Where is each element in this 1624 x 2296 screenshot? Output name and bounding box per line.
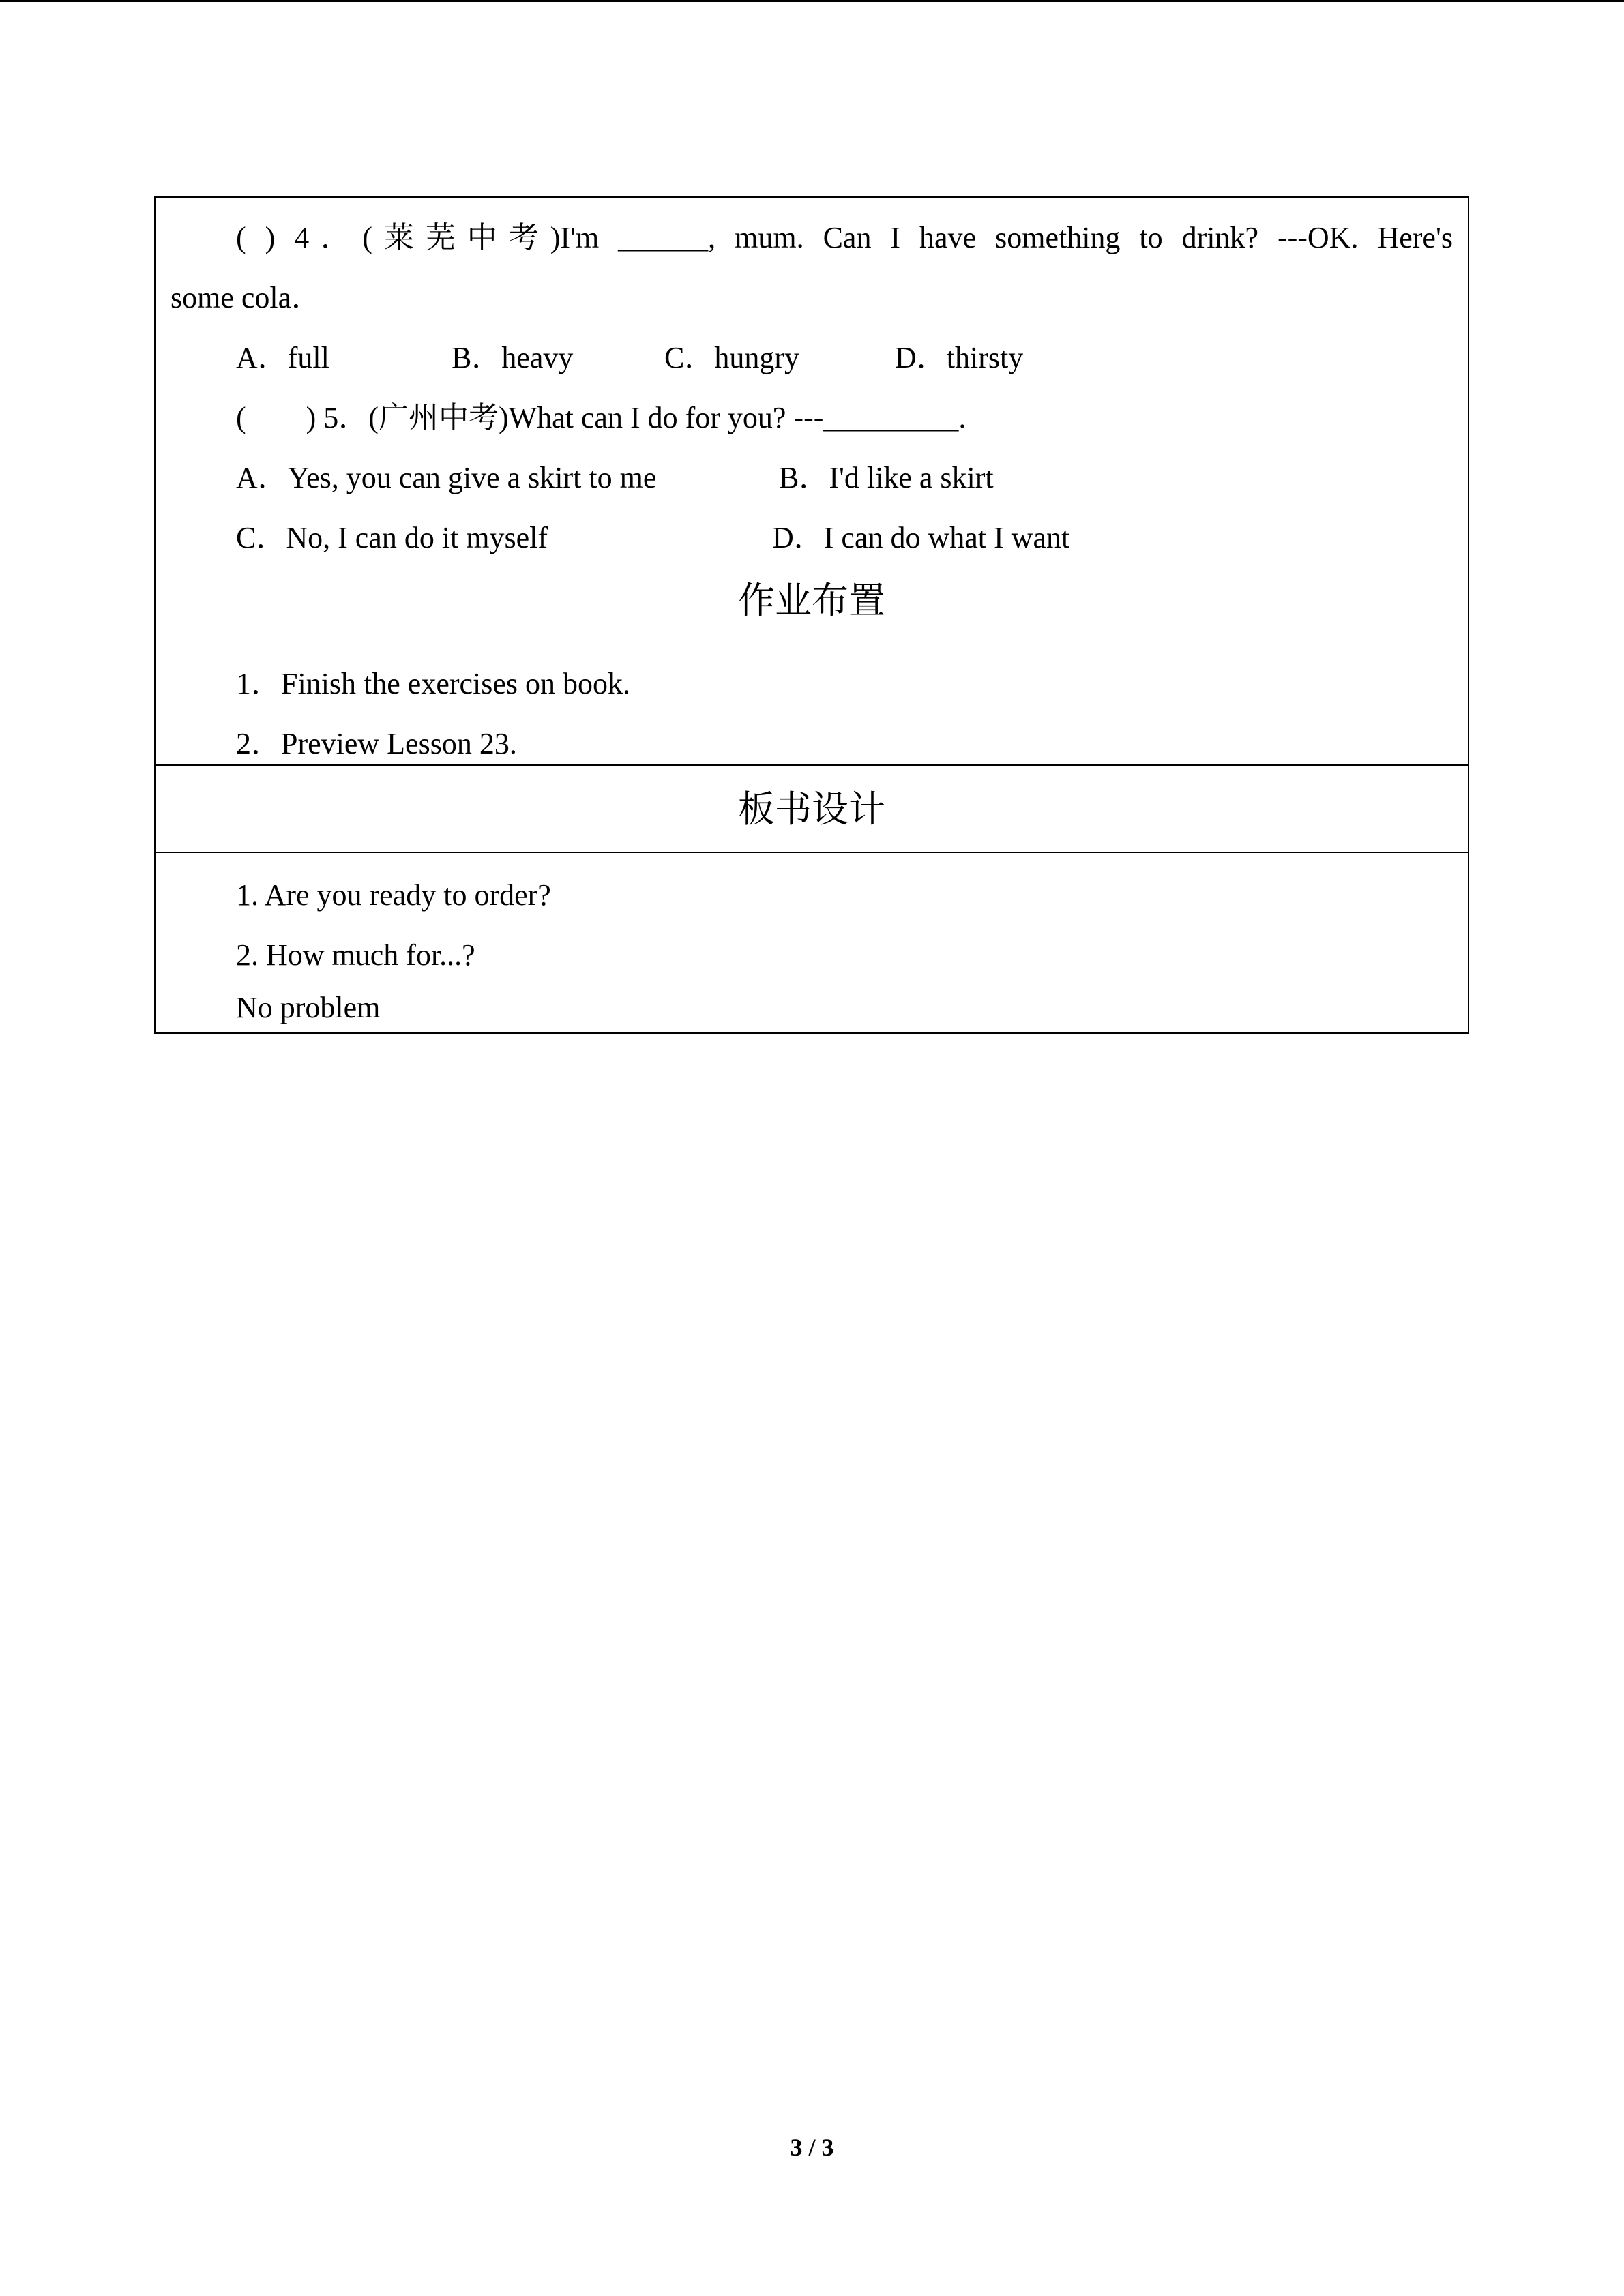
question-4-line-1: ( ) 4．(莱芜中考)I'm ______, mum. Can I have something to drink? ---OK. Here's: [236, 221, 1453, 254]
option-c: C．hungry: [664, 341, 799, 374]
question-4-line-2: some cola．: [171, 281, 322, 314]
lesson-table: [154, 196, 1469, 1034]
homework-item: 2．Preview Lesson 23.: [236, 727, 517, 760]
option-a: A．Yes, you can give a skirt to me: [236, 461, 657, 494]
page-number: 3 / 3: [790, 2134, 834, 2161]
board-item: 1. Are you ready to order?: [236, 878, 551, 912]
option-b: B．heavy: [452, 341, 574, 374]
row-divider: [156, 852, 1468, 853]
option-d: D．thirsty: [895, 341, 1024, 374]
top-rule: [0, 0, 1624, 2]
homework-heading: 作业布置: [738, 579, 885, 622]
option-a: A．full: [236, 341, 329, 374]
board-design-heading: 板书设计: [738, 788, 885, 831]
board-item: No problem: [236, 991, 381, 1024]
option-d: D．I can do what I want: [772, 521, 1070, 554]
board-item: 2. How much for...?: [236, 938, 475, 972]
option-c: C．No, I can do it myself: [236, 521, 548, 554]
homework-item: 1．Finish the exercises on book.: [236, 667, 631, 700]
row-divider: [156, 764, 1468, 766]
option-b: B．I'd like a skirt: [779, 461, 994, 494]
question-5-stem: ( ) 5．(广州中考)What can I do for you? ---_________.: [236, 401, 966, 434]
